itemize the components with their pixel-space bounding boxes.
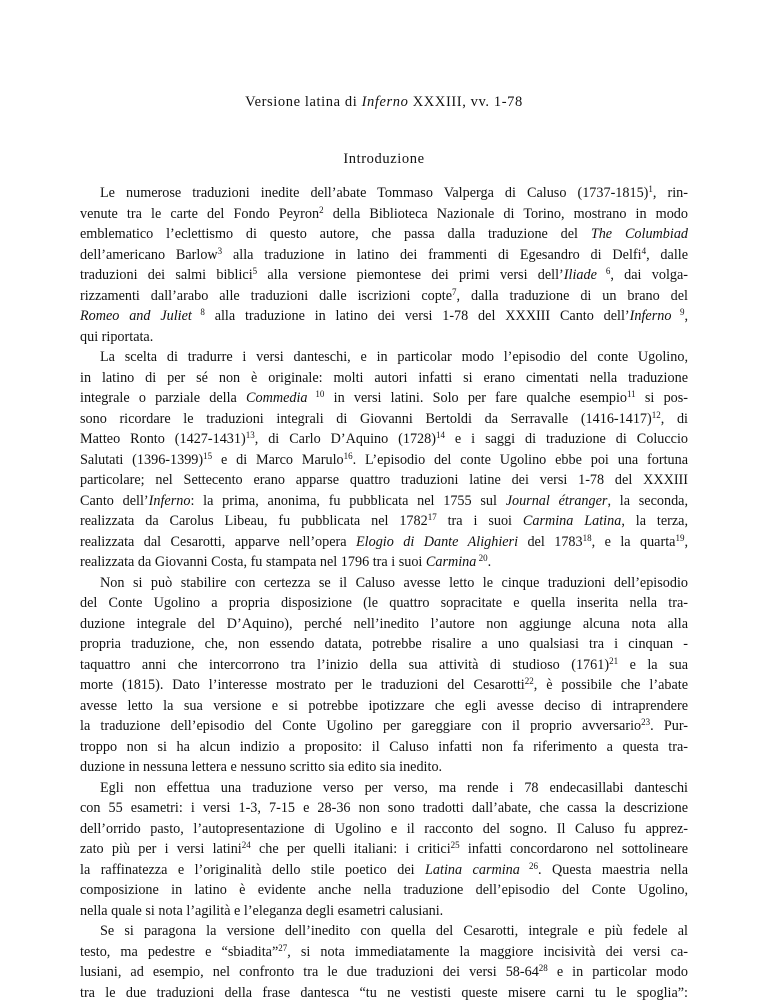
footnote-ref: 16	[344, 451, 353, 461]
text-line: morte (1815). Dato l’interesse mostrato per le traduzioni del Cesarotti$^{22}$, è possibile che l’abate	[80, 675, 688, 696]
footnote-ref: 23	[641, 717, 650, 727]
text-line: Matteo Ronto (1427-1431)$^{13}$, di Carlo D’Aquino $(1728)^{14}$ e i saggi di traduzione di Coluccio	[80, 429, 688, 450]
footnote-ref: 14	[436, 430, 445, 440]
text-line: realizzata da Carolus Libeau, fu pubblicata nel 1782$^{17}$ tra i suoi Carmina Latina, la terza,	[80, 511, 688, 532]
footnote-ref: 24	[242, 840, 251, 850]
text-line: Canto dell’Inferno: la prima, anonima, fu pubblicata nel 1755 sul Journal étranger, la seconda,	[80, 491, 688, 512]
text-line: testo, ma pedestre e “sbiadita”$^{27}$, si nota immediatamente la maggiore incisività dei versi ca-	[80, 942, 688, 963]
text-line: Romeo and Juliet $^8$ alla traduzione in latino dei versi 1-78 del XXXIII Canto dell’Inferno $^9$,	[80, 306, 688, 327]
text-line: sono ricordare le traduzioni integrali di Giovanni Bertoldi da Serravalle (1416-1417)$^{12}$, di	[80, 409, 688, 430]
footnote-ref: 26	[520, 861, 538, 871]
text-line: lusiani, ad esempio, nel confronto tra le due traduzioni dei versi $58-64^{28}$ e in particolar modo	[80, 962, 688, 983]
footnote-ref: 5	[253, 266, 258, 276]
text-line: del Conte Ugolino a propria disposizione (le quattro sopracitate e quella inserita nella tra-	[80, 593, 688, 614]
footnote-ref: 20	[476, 553, 487, 563]
section-heading: Introduzione	[0, 151, 768, 168]
text-line: realizzata dal Cesarotti, apparve nell’opera Elogio di Dante Alighieri del 1783$^{18}$, e la quarta$^{19}$,	[80, 532, 688, 553]
text-line: composizione in latino è evidente anche nella traduzione dell’episodio del Conte Ugolino,	[80, 880, 688, 901]
footnote-ref: 10	[308, 389, 325, 399]
text-line: integrale o parziale della Commedia $^{10}$ in versi latini. Solo per fare qualche esempio$^{11}$ si pos-	[80, 388, 688, 409]
text-line: emblematico l’eclettismo di questo autore, che passa dalla traduzione del The Columbiad	[80, 224, 688, 245]
text-line: zato più per i versi latini$^{24}$ che per quelli italiani: i critici$^{25}$ infatti concordarono nel sottolineare	[80, 839, 688, 860]
footnote-ref: 28	[539, 963, 548, 973]
footnote-ref: 4	[642, 246, 647, 256]
text-line: dell’americano Barlow$^3$ alla traduzione in latino dei frammenti di Egesandro di Delfi$^4$, dalle	[80, 245, 688, 266]
footnote-ref: 21	[609, 656, 618, 666]
footnote-ref: 25	[451, 840, 460, 850]
text-line: venute tra le carte del Fondo Peyron$^2$ della Biblioteca Nazionale di Torino, mostrano in modo	[80, 204, 688, 225]
text-line: duzione integrale del D’Aquino), perché nell’inedito l’autore non aggiunge alcuna nota alla	[80, 614, 688, 635]
text-line: taquattro anni che intercorrono tra l’inizio della sua attività di studioso $(1761)^{21}$ e la sua	[80, 655, 688, 676]
text-line: rizzamenti dall’arabo alle traduzioni dalle iscrizioni copte$^7$, dalla traduzione di un brano del	[80, 286, 688, 307]
footnote-ref: 1	[648, 184, 653, 194]
footnote-ref: 13	[246, 430, 255, 440]
text-line: tra le due traduzioni della frase dantesca “tu ne vestisti queste misere carni tu le spoglia”:	[80, 983, 688, 1003]
text-line: propria traduzione, che, non essendo datata, potrebbe risalire a uno qualsiasi tra i cinquan -	[80, 634, 688, 655]
text-line: qui riportata.	[80, 327, 688, 348]
text-line: con 55 esametri: i versi 1-3, 7-15 e 28-36 non sono tradotti dall’abate, che cassa la descrizione	[80, 798, 688, 819]
text-line: traduzioni dei salmi biblici$^5$ alla versione piemontese dei primi versi dell’Iliade $^6$, dai volga-	[80, 265, 688, 286]
footnote-ref: 15	[203, 451, 212, 461]
footnote-ref: 3	[218, 246, 223, 256]
text-line: dell’orrido pasto, l’autopresentazione di Ugolino e il racconto del sogno. Il Caluso fu apprez-	[80, 819, 688, 840]
text-line: Salutati (1396-1399)$^{15}$ e di Marco Marulo$^{16}$. L’episodio del conte Ugolino ebbe poi una fortuna	[80, 450, 688, 471]
footnote-ref: 7	[452, 287, 457, 297]
footnote-ref: 2	[319, 205, 324, 215]
footnote-ref: 17	[428, 512, 437, 522]
footnote-ref: 8	[192, 307, 205, 317]
footnote-ref: 27	[278, 943, 287, 953]
footnote-ref: 12	[652, 410, 661, 420]
text-line: avesse letto la sua versione e si potrebbe ipotizzare che egli avesse deciso di intraprendere	[80, 696, 688, 717]
text-line: Egli non effettua una traduzione verso per verso, ma rende i 78 endecasillabi danteschi	[80, 778, 688, 799]
text-line: duzione in nessuna lettera e nessuno scritto sia edito sia inedito.	[80, 757, 688, 778]
text-line: realizzata da Giovanni Costa, fu stampata nel 1796 tra i suoi Carmina $^{20}$.	[80, 552, 688, 573]
text-line: Se si paragona la versione dell’inedito con quella del Cesarotti, integrale e più fedele al	[80, 921, 688, 942]
footnote-ref: 19	[675, 533, 684, 543]
text-line: La scelta di tradurre i versi danteschi, e in particolar modo l’episodio del conte Ugolino,	[80, 347, 688, 368]
footnote-ref: 11	[627, 389, 636, 399]
footnote-ref: 9	[671, 307, 684, 317]
footnote-ref: 22	[525, 676, 534, 686]
text-line: la raffinatezza e l’originalità dello stile poetico dei Latina carmina $^{26}$. Questa maestria nella	[80, 860, 688, 881]
body-text	[80, 183, 688, 1003]
text-line: Le numerose traduzioni inedite dell’abate Tommaso Valperga di Caluso (1737-1815)$^1$, rin-	[80, 183, 688, 204]
text-line: particolare; nel Settecento erano apparse quattro traduzioni latine dei versi 1-78 del XXXIII	[80, 470, 688, 491]
text-line: troppo non si ha alcun indizio a proposito: il Caluso infatti non fa riferimento a questa tra-	[80, 737, 688, 758]
footnote-ref: 18	[583, 533, 592, 543]
text-line: nella quale si nota l’agilità e l’eleganza degli esametri calusiani.	[80, 901, 688, 922]
text-line: in latino di per sé non è originale: molti autori infatti si erano cimentati nella traduzione	[80, 368, 688, 389]
text-line: la traduzione dell’episodio del Conte Ugolino per gareggiare con il proprio avversario$^{23}$. Pur-	[80, 716, 688, 737]
text-line: Non si può stabilire con certezza se il Caluso avesse letto le cinque traduzioni dell’episodio	[80, 573, 688, 594]
document-title: Versione latina di Inferno XXXIII, vv. 1-78	[0, 94, 768, 111]
footnote-ref: 6	[597, 266, 610, 276]
